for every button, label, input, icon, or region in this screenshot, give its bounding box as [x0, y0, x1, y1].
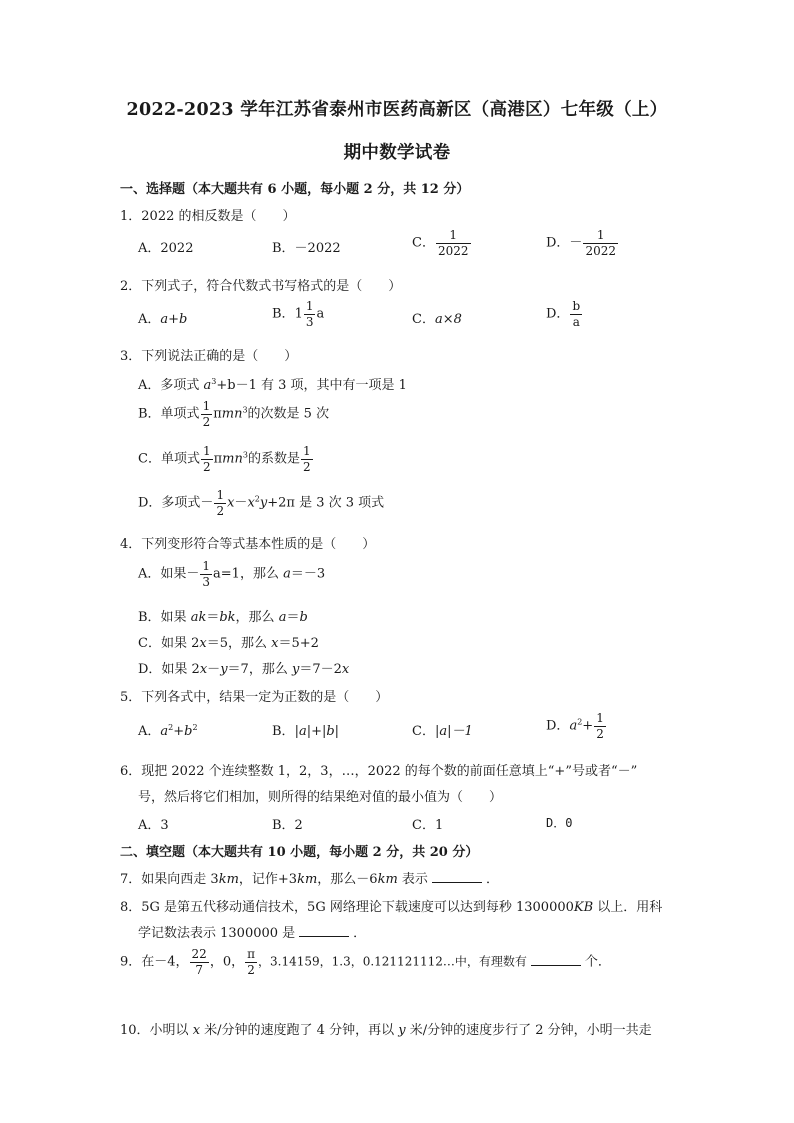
- q10-y: y: [398, 1023, 406, 1038]
- q6-option-b: B．2: [272, 818, 303, 833]
- q8-end: ．: [353, 926, 367, 941]
- denominator: 2: [596, 726, 604, 741]
- q4-option-b: [138, 606, 308, 625]
- q4-b-ak: ak: [190, 610, 207, 625]
- q3-c-exp: 3: [242, 450, 248, 460]
- numerator: b: [572, 299, 581, 313]
- q2-option-c-expr: a×8: [434, 312, 462, 327]
- q3-c-fraction: [201, 445, 213, 473]
- q7: [120, 868, 499, 887]
- q4-a-var: a: [283, 566, 291, 582]
- q3-d-y: y: [259, 495, 268, 511]
- q1-option-d: [546, 229, 619, 257]
- q5-stem: 5．下列各式中，结果一定为正数的是（ ）: [120, 690, 389, 705]
- q5-c-label: C．: [412, 724, 435, 739]
- q5-option-b: [272, 720, 339, 739]
- q3-a-exp: 3: [211, 377, 217, 386]
- numerator: 1: [202, 444, 211, 458]
- q1-stem: 1．2022 的相反数是（ ）: [120, 209, 296, 224]
- q7-pre: 7．如果向西走 3: [120, 872, 219, 887]
- q5-d-label: D．: [546, 718, 570, 734]
- q1-option-c: [412, 229, 472, 257]
- q3-c-pre: C．单项式: [138, 451, 200, 467]
- numerator: 1: [302, 444, 311, 458]
- q3-option-a: [138, 374, 407, 393]
- q4-d-mid: ＝7，那么: [227, 662, 292, 677]
- q4-b-a: a: [278, 610, 287, 625]
- q2-option-b-var: a: [316, 306, 325, 322]
- q4-a-fraction: [200, 560, 212, 588]
- q9-end: 个．: [584, 954, 611, 970]
- q2-option-d-fraction: [570, 300, 582, 328]
- q2-option-d-label: D．: [546, 306, 570, 322]
- q4-a-pre: A．如果－: [138, 566, 200, 582]
- q4-stem: 4．下列变形符合等式基本性质的是（ ）: [120, 537, 376, 552]
- q1-option-d-fraction: [583, 229, 618, 257]
- q8-kb: KB: [573, 900, 594, 915]
- numerator: 1: [596, 711, 604, 725]
- denominator: 2022: [437, 243, 469, 258]
- q3-b-pre: B．单项式: [138, 406, 200, 422]
- denominator: 3: [305, 314, 314, 329]
- q9-fraction-2: [245, 948, 257, 976]
- denominator: 2: [202, 414, 211, 429]
- q5-d-fraction: [594, 712, 606, 740]
- q2-option-d: [546, 300, 583, 328]
- q3-d-exp: 2: [254, 494, 260, 504]
- section2-header: 二、填空题（本大题共有 10 小题，每小题 2 分，共 20 分）: [120, 845, 479, 860]
- q9: [120, 948, 611, 976]
- q4-option-d: [138, 658, 349, 677]
- q4-d-eq: ＝7－2: [299, 662, 342, 677]
- q3-d-fraction: [214, 489, 226, 517]
- numerator: 1: [583, 229, 618, 244]
- q3-b-mn: mn: [221, 406, 243, 422]
- q3-a-pre: A．多项式: [138, 378, 204, 393]
- numerator: 22: [191, 947, 207, 961]
- q7-end: ．: [485, 872, 499, 887]
- q2-option-a-expr: a+b: [160, 312, 188, 327]
- q2-option-a: [138, 308, 187, 327]
- q6-option-c: C．1: [412, 818, 444, 833]
- q8-line2: [138, 922, 366, 941]
- q7-answer-blank[interactable]: [432, 872, 482, 883]
- denominator: 3: [202, 574, 211, 589]
- q3-d-pre: D．多项式－: [138, 495, 214, 511]
- q4-b-b: b: [299, 610, 308, 625]
- q8-line2-text: 学记数法表示 1300000 是: [138, 926, 296, 941]
- q4-d-minus: －: [207, 662, 221, 677]
- q4-option-c: [138, 632, 319, 651]
- q9-mid1: ，0，: [209, 954, 245, 970]
- q7-mid2: ，那么－6: [317, 872, 378, 887]
- q2-option-b-fraction: [304, 300, 316, 328]
- q9-fraction-1: [190, 948, 209, 976]
- q3-c-fraction-2: [301, 445, 313, 473]
- q4-b-bk: bk: [219, 610, 236, 625]
- q5-a-exp2: 2: [192, 723, 198, 732]
- denominator: 2: [216, 503, 225, 518]
- q4-option-a: [138, 560, 325, 588]
- q3-d-minus: －: [234, 495, 248, 511]
- q1-option-b: B．－2022: [272, 241, 341, 256]
- q7-mid: ，记作+3: [238, 872, 298, 887]
- q4-b-pre: B．如果: [138, 610, 191, 625]
- q4-c-x2: x: [271, 636, 279, 651]
- denominator: 2: [247, 962, 255, 977]
- q9-answer-blank[interactable]: [531, 955, 581, 966]
- q2-option-b: [272, 300, 324, 328]
- q5-option-c: [412, 720, 473, 739]
- q9-pre: 9．在－4，: [120, 954, 189, 970]
- numerator: π: [247, 947, 255, 961]
- numerator: 1: [305, 299, 314, 313]
- q8-line1: [120, 896, 662, 915]
- q4-d-x2: x: [341, 662, 350, 677]
- q1-option-c-label: C．: [412, 235, 435, 251]
- q3-b-exp: 3: [242, 405, 248, 415]
- q4-d-y2: y: [291, 662, 300, 677]
- denominator: 2: [302, 459, 311, 474]
- denominator: 7: [195, 962, 203, 977]
- q9-post: ，3.14159，1.3，0.121121112…中，有理数有: [258, 954, 527, 969]
- numerator: 1: [202, 559, 211, 573]
- q4-d-y: y: [220, 662, 228, 677]
- q6-option-d: D．0: [546, 816, 573, 830]
- q5-d-a: a: [569, 718, 578, 734]
- q7-km3: km: [377, 872, 398, 887]
- q4-a-post: ＝－3: [290, 566, 326, 582]
- q2-option-c-label: C．: [412, 312, 435, 327]
- q3-b-pi: π: [213, 406, 222, 422]
- denominator: 2022: [585, 243, 616, 258]
- q3-d-post: +2π 是 3 次 3 项式: [267, 495, 385, 511]
- q7-post: 表示: [397, 872, 428, 887]
- q4-b-mid: ，那么: [235, 610, 279, 625]
- numerator: 1: [216, 488, 225, 502]
- mixed-whole: 1: [294, 306, 303, 322]
- q8-line1-post: 以上．用科: [593, 900, 663, 915]
- q3-c-mid: 的系数是: [247, 451, 300, 467]
- q5-a-label: A．: [138, 724, 161, 739]
- q3-option-b: [138, 400, 329, 428]
- q7-km1: km: [218, 872, 239, 887]
- q3-stem: 3．下列说法正确的是（ ）: [120, 349, 298, 364]
- q8-line1-pre: 8．5G 是第五代移动通信技术，5G 网络理论下载速度可以达到每秒 1300000: [120, 900, 574, 915]
- q6-stem-line2: 号，然后将它们相加，则所得的结果绝对值的最小值为（ ）: [138, 790, 503, 805]
- q2-option-c: [412, 308, 462, 327]
- q5-a-exp1: 2: [168, 723, 174, 732]
- denominator: 2: [202, 459, 211, 474]
- exam-title-line1: 2022-2023 学年江苏省泰州市医药高新区（高港区）七年级（上）: [126, 100, 668, 120]
- q3-option-c: [138, 445, 314, 473]
- q4-b-eq: ＝: [206, 610, 220, 625]
- q3-option-d: [138, 489, 384, 517]
- q10-mid1: 米/分钟的速度跑了 4 分钟，再以: [200, 1023, 399, 1038]
- denominator: a: [572, 314, 580, 329]
- q1-option-c-fraction: [436, 229, 471, 257]
- q4-c-x: x: [199, 636, 207, 651]
- q5-a-b: b: [184, 724, 193, 739]
- q6-option-a: A．3: [138, 818, 169, 833]
- q3-c-mn: mn: [222, 451, 243, 467]
- q10-pre: 10．小明以: [120, 1023, 193, 1038]
- q3-a-var: a: [203, 378, 212, 393]
- q5-b-expr: |a|+|b|: [294, 724, 340, 739]
- section1-header: 一、选择题（本大题共有 6 小题，每小题 2 分，共 12 分）: [120, 182, 470, 197]
- q2-stem: 2．下列式子，符合代数式书写格式的是（ ）: [120, 279, 402, 294]
- q5-a-plus: +: [173, 724, 185, 739]
- q2-option-b-label: B．: [272, 306, 295, 322]
- q5-d-plus: +: [582, 718, 594, 734]
- q3-b-fraction: [201, 400, 213, 428]
- q5-c-expr: |a|－1: [434, 724, 473, 739]
- q10-x: x: [192, 1023, 201, 1038]
- q4-c-pre: C．如果 2: [138, 636, 200, 651]
- q4-c-post: ＝5+2: [278, 636, 319, 651]
- q5-option-d: [546, 712, 607, 740]
- q3-b-post: 的次数是 5 次: [247, 406, 330, 422]
- q10-post: 米/分钟的速度步行了 2 分钟，小明一共走: [405, 1023, 652, 1038]
- q3-d-x: x: [227, 495, 235, 511]
- q7-km2: km: [297, 872, 318, 887]
- q5-a-a: a: [160, 724, 169, 739]
- q4-a-mid: a=1，那么: [213, 566, 284, 582]
- numerator: 1: [202, 399, 211, 413]
- q3-c-pi: π: [213, 451, 223, 467]
- q5-b-label: B．: [272, 724, 295, 739]
- q3-d-x2: x: [247, 495, 255, 511]
- q1-option-d-label: D．－: [546, 235, 583, 251]
- q4-c-mid: ＝5，那么: [206, 636, 272, 651]
- q5-d-exp: 2: [577, 717, 583, 727]
- q10: [120, 1019, 652, 1038]
- q1-option-a: A．2022: [138, 241, 194, 256]
- q6-stem-line1: 6．现把 2022 个连续整数 1，2，3，…，2022 的每个数的前面任意填上“+”号或者“－”: [120, 764, 638, 779]
- q4-b-eq2: ＝: [286, 610, 300, 625]
- q2-option-a-label: A．: [138, 312, 161, 327]
- q4-d-x: x: [199, 662, 208, 677]
- q3-a-post: +b－1 有 3 项，其中有一项是 1: [216, 378, 407, 393]
- q4-d-pre: D．如果 2: [138, 662, 200, 677]
- q8-answer-blank[interactable]: [299, 926, 349, 937]
- q5-option-a: [138, 720, 198, 739]
- exam-title-line2: 期中数学试卷: [343, 143, 451, 163]
- numerator: 1: [436, 229, 471, 244]
